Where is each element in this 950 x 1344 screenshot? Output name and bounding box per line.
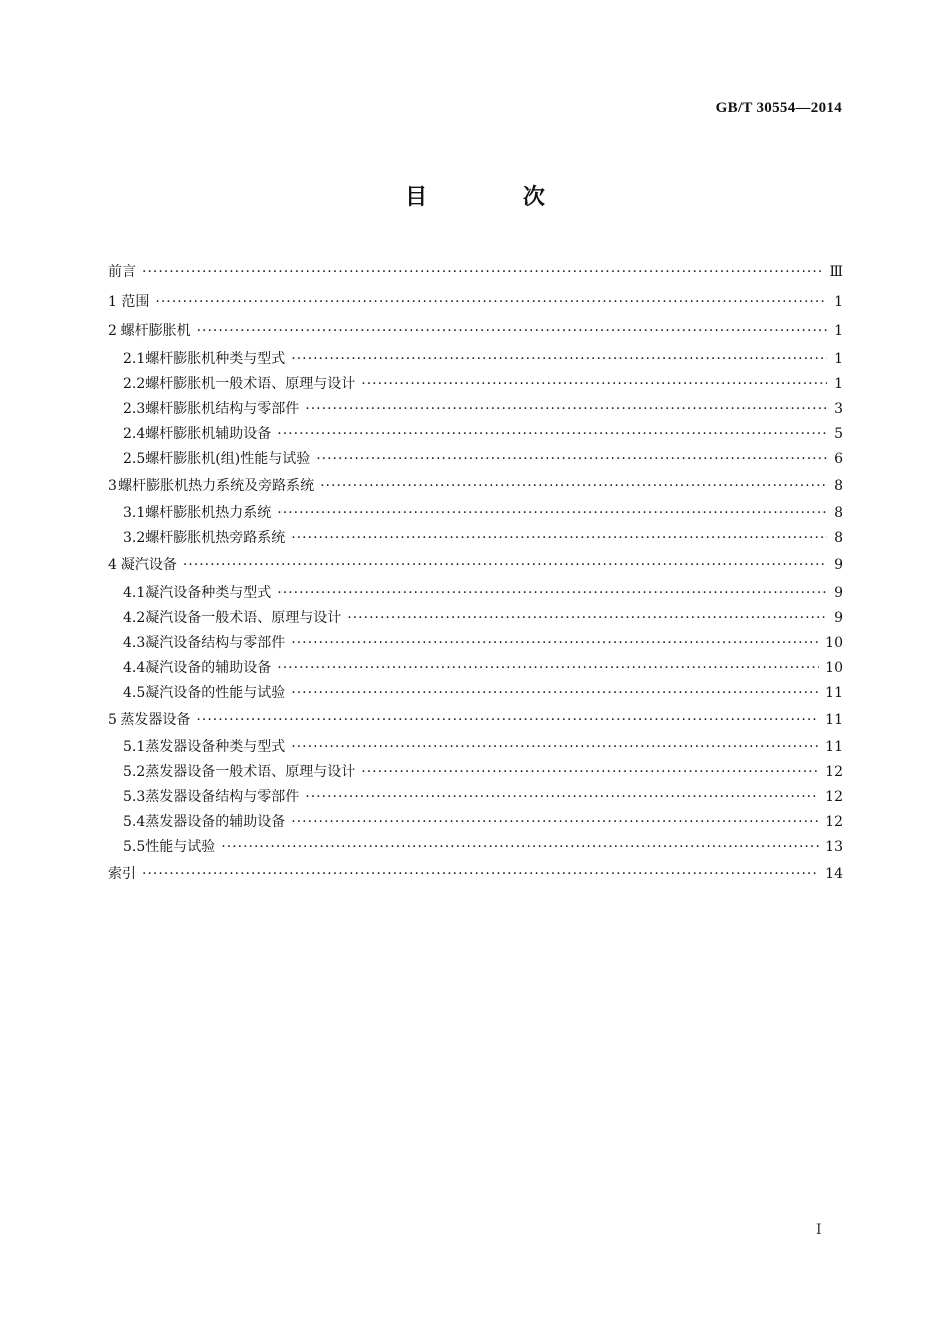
- toc-entry-label: 螺杆膨胀机结构与零部件: [145, 400, 300, 417]
- toc-entry-label: 蒸发器设备: [120, 711, 191, 728]
- toc-entry-label: 性能与试验: [145, 839, 216, 855]
- dot-leader: [291, 347, 827, 372]
- toc-entry[interactable]: [108, 785, 843, 810]
- toc-entry-page: 8: [834, 477, 843, 494]
- toc-entry-page: 10: [825, 659, 843, 676]
- toc-entry-number: 5: [108, 711, 117, 728]
- dot-leader: [197, 317, 827, 347]
- toc-entry[interactable]: [108, 288, 843, 318]
- toc-entry-page: 1: [834, 293, 843, 310]
- dot-leader: [361, 760, 819, 785]
- toc-entry-label: 蒸发器设备结构与零部件: [145, 789, 300, 805]
- toc-entry-label: 螺杆膨胀机一般术语、原理与设计: [145, 375, 356, 392]
- toc-entry[interactable]: [108, 735, 843, 760]
- dot-leader: [142, 860, 819, 890]
- dot-leader: [316, 447, 827, 472]
- dot-leader: [291, 631, 819, 656]
- toc-entry-number: 2.1: [123, 350, 146, 367]
- toc-entry-label: 螺杆膨胀机种类与型式: [145, 350, 286, 367]
- toc-entry-page: 12: [825, 764, 843, 780]
- toc-entry-label: 螺杆膨胀机热力系统: [145, 505, 272, 521]
- toc-entry-label: 凝汽设备的性能与试验: [145, 684, 286, 701]
- dot-leader: [305, 397, 827, 422]
- dot-leader: [277, 501, 827, 526]
- toc-entry-label: 螺杆膨胀机热力系统及旁路系统: [118, 477, 315, 494]
- toc-entry-page: 1: [834, 375, 843, 392]
- dot-leader: [142, 258, 823, 288]
- toc-entry-page: 11: [825, 711, 843, 728]
- toc-entry-label: 蒸发器设备一般术语、原理与设计: [145, 764, 356, 780]
- toc-entry-page: Ⅲ: [829, 264, 843, 280]
- toc-entry-number: 2.3: [123, 400, 146, 417]
- toc-entry[interactable]: [108, 317, 843, 347]
- toc-entry-page: 8: [834, 530, 843, 546]
- dot-leader: [361, 372, 827, 397]
- toc-entry[interactable]: [108, 472, 843, 502]
- toc-entry-label: 凝汽设备一般术语、原理与设计: [145, 609, 342, 626]
- toc-entry-number: 3.2: [123, 530, 146, 546]
- dot-leader: [196, 706, 819, 736]
- toc-entry-number: 2: [108, 323, 117, 339]
- toc-entry-page: 9: [834, 609, 843, 626]
- table-of-contents: [108, 258, 843, 890]
- toc-entry-number: 5.4: [123, 814, 146, 830]
- toc-entry[interactable]: [108, 551, 843, 581]
- toc-entry-label: 蒸发器设备种类与型式: [145, 739, 286, 755]
- toc-entry[interactable]: [108, 501, 843, 526]
- toc-entry-page: 12: [825, 814, 843, 830]
- page-number: I: [816, 1222, 822, 1238]
- toc-entry-page: 11: [825, 684, 843, 701]
- toc-entry-label: 范围: [121, 293, 150, 310]
- dot-leader: [320, 472, 827, 502]
- toc-entry[interactable]: [108, 760, 843, 785]
- toc-entry-number: 5.3: [123, 789, 146, 805]
- toc-entry-number: 4.3: [123, 634, 146, 651]
- toc-entry-number: 4.4: [123, 659, 146, 676]
- toc-entry[interactable]: [108, 397, 843, 422]
- toc-entry-label: 凝汽设备结构与零部件: [145, 634, 286, 651]
- toc-entry-page: 5: [834, 425, 843, 442]
- dot-leader: [183, 551, 827, 581]
- standard-code: GB/T 30554—2014: [715, 100, 842, 116]
- toc-entry-label: 蒸发器设备的辅助设备: [145, 814, 286, 830]
- toc-entry[interactable]: [108, 810, 843, 835]
- dot-leader: [291, 526, 827, 551]
- toc-entry-number: 1: [108, 293, 117, 310]
- toc-entry-page: 1: [834, 350, 843, 367]
- dot-leader: [291, 735, 819, 760]
- toc-entry-number: 4.1: [123, 584, 146, 601]
- toc-entry-number: 5.2: [123, 764, 146, 780]
- dot-leader: [347, 606, 827, 631]
- toc-entry[interactable]: [108, 526, 843, 551]
- toc-entry-number: 5.5: [123, 839, 146, 855]
- toc-entry-label: 螺杆膨胀机(组)性能与试验: [145, 450, 311, 467]
- toc-entry-page: 13: [825, 839, 843, 855]
- toc-entry[interactable]: [108, 258, 843, 288]
- toc-entry-number: 2.2: [123, 375, 146, 392]
- toc-entry-page: 9: [834, 557, 843, 573]
- toc-entry[interactable]: [108, 835, 843, 860]
- dot-leader: [277, 581, 827, 606]
- toc-entry-number: 4.5: [123, 684, 146, 701]
- toc-entry[interactable]: [108, 581, 843, 606]
- toc-entry-number: 4.2: [123, 609, 146, 626]
- dot-leader: [291, 681, 819, 706]
- toc-entry-number: 3: [108, 477, 117, 494]
- toc-entry-page: 3: [834, 400, 843, 417]
- toc-entry[interactable]: [108, 447, 843, 472]
- toc-entry[interactable]: [108, 422, 843, 447]
- toc-entry-page: 1: [834, 323, 843, 339]
- toc-entry-page: 11: [825, 739, 843, 755]
- toc-entry[interactable]: [108, 656, 843, 681]
- dot-leader: [221, 835, 819, 860]
- toc-entry-label: 索引: [108, 866, 136, 882]
- dot-leader: [291, 810, 819, 835]
- dot-leader: [305, 785, 819, 810]
- toc-entry[interactable]: [108, 606, 843, 631]
- toc-entry-label: 螺杆膨胀机热旁路系统: [145, 530, 286, 546]
- toc-entry-number: 4: [108, 557, 117, 573]
- toc-entry-page: 14: [825, 866, 843, 882]
- toc-entry-page: 12: [825, 789, 843, 805]
- dot-leader: [155, 288, 827, 318]
- toc-entry-label: 凝汽设备的辅助设备: [145, 659, 272, 676]
- toc-entry-label: 凝汽设备: [120, 557, 177, 573]
- dot-leader: [277, 422, 827, 447]
- toc-entry[interactable]: [108, 706, 843, 736]
- toc-entry[interactable]: [108, 347, 843, 372]
- toc-entry[interactable]: [108, 631, 843, 656]
- toc-entry-number: 2.5: [123, 450, 146, 467]
- toc-entry-number: 2.4: [123, 425, 146, 442]
- toc-entry-number: 3.1: [123, 505, 146, 521]
- toc-entry[interactable]: [108, 681, 843, 706]
- toc-entry-label: 螺杆膨胀机: [120, 323, 191, 339]
- toc-entry-label: 凝汽设备种类与型式: [145, 584, 272, 601]
- toc-entry-label: 前言: [108, 264, 136, 280]
- toc-entry-number: 5.1: [123, 739, 146, 755]
- toc-entry-label: 螺杆膨胀机辅助设备: [145, 425, 272, 442]
- dot-leader: [277, 656, 819, 681]
- toc-entry[interactable]: [108, 860, 843, 890]
- toc-entry-page: 10: [825, 634, 843, 651]
- toc-entry-page: 8: [834, 505, 843, 521]
- toc-entry[interactable]: [108, 372, 843, 397]
- toc-entry-page: 9: [834, 584, 843, 601]
- toc-entry-page: 6: [834, 450, 843, 467]
- toc-title: 目 次: [405, 184, 589, 210]
